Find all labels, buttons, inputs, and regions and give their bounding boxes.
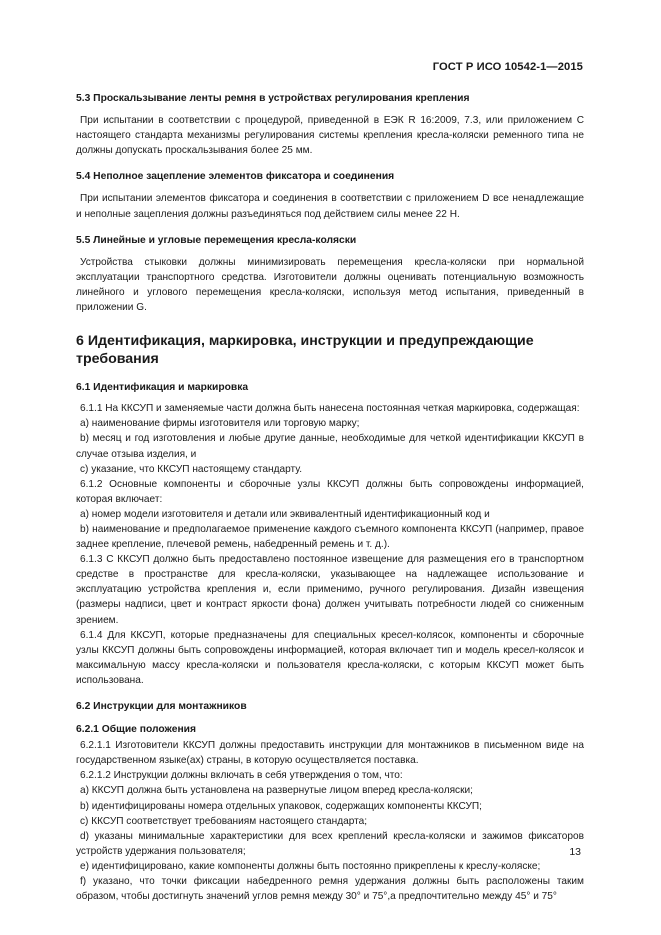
paragraph-5-5: Устройства стыковки должны минимизировать перемещения кресла-коляски при нормальной эксплуатации транспортного средства. Изготовители должны оценивать потенциальную возможность линейного и углового перемещения кресла-коляски, используя метод испытания, приведенный в приложении G.: [76, 256, 584, 314]
list-item: b) месяц и год изготовления и любые другие данные, необходимые для четкой идентификации ККСУП в случае отзыва изделия, и: [76, 433, 584, 460]
document-header-id: ГОСТ Р ИСО 10542-1—2015: [432, 61, 583, 73]
heading-5-3: 5.3 Проскальзывание ленты ремня в устройствах регулирования крепления: [76, 93, 470, 104]
list-item: 6.1.3 С ККСУП должно быть предоставлено постоянное извещение для размещения его в транспортном средстве в пространстве для кресла-коляски, указывающее на надлежащее использование и эксплуатацию устройства крепления и, если применимо, ручного регулирования. Дизайн извещения (размеры надписи, цвет и контраст яркости фона) должен учитывать потребности людей со сниженным зрением.: [76, 554, 584, 626]
page-number: 13: [569, 846, 581, 858]
list-item: 6.1.1 На ККСУП и заменяемые части должна быть нанесена постоянная четкая маркировка, содержащая:: [80, 403, 580, 415]
list-item: 6.1.2 Основные компоненты и сборочные узлы ККСУП должны быть сопровождены информацией, которая включает:: [76, 478, 584, 505]
heading-5-4: 5.4 Неполное зацепление элементов фиксатора и соединения: [76, 171, 395, 183]
list-item: f) указано, что точки фиксации набедренного ремня удержания должны быть расположены таким образом, чтобы достигнуть значений углов ремня между 30° и 75°,а предпочтительно между 45° и 75°: [76, 876, 584, 903]
heading-5-5: 5.5 Линейные и угловые перемещения кресла-коляски: [76, 234, 357, 246]
list-item: b) идентифицированы номера отдельных упаковок, содержащих компоненты ККСУП;: [80, 800, 482, 812]
heading-6: [76, 332, 584, 368]
list-item: 6.2.1.1 Изготовители ККСУП должны предоставить инструкции для монтажников в письменном виде на государственном языке(ах) страны, в которую осуществляется поставка.: [76, 740, 584, 767]
list-item: 6.1.4 Для ККСУП, которые предназначены для специальных кресел-колясок, компоненты и сборочные узлы ККСУП должны быть сопровождены информацией, которая включает тип и модель кресел-колясок и максимальную массу кресла-коляски и пользователя кресла-коляски, с которым ККСУП может быть использована.: [76, 629, 584, 686]
page-content: [76, 86, 584, 904]
list-item: b) наименование и предполагаемое применение каждого съемного компонента ККСУП (например, правое заднее крепление, плечевой ремень, набедренный ремень и т. д.).: [76, 523, 584, 551]
heading-6-2-1: 6.2.1 Общие положения: [76, 724, 196, 736]
list-item: c) ККСУП соответствует требованиям настоящего стандарта;: [80, 815, 368, 827]
heading-6-line1: 6 Идентификация, маркировка, инструкции и предупреждающие: [76, 333, 534, 350]
section-6-1-body: [76, 401, 584, 688]
heading-6-2: 6.2 Инструкции для монтажников: [76, 701, 247, 712]
list-item: a) номер модели изготовителя и детали или эквивалентный идентификационный код и: [80, 508, 490, 520]
list-item: a) наименование фирмы изготовителя или торговую марку;: [80, 418, 360, 430]
paragraph-5-4: При испытании элементов фиксатора и соединения в соответствии с приложением D все ненадлежащие и неполные зацепления должны разъединяться под действием силы менее 22 Н.: [76, 193, 584, 220]
list-item: 6.2.1.2 Инструкции должны включать в себя утверждения о том, что:: [80, 770, 403, 782]
section-6-2-body: [76, 738, 584, 904]
paragraph-5-3: При испытании в соответствии с процедурой, приведенной в ЕЭК R 16:2009, 7.3, или приложением С настоящего стандарта механизмы регулирования системы крепления кресла-коляски ременного типа не должны допускать проскальзывания более 25 мм.: [76, 115, 584, 157]
list-item: e) идентифицировано, какие компоненты должны быть постоянно прикреплены к креслу-коляске;: [80, 860, 541, 872]
heading-6-1: 6.1 Идентификация и маркировка: [76, 382, 249, 394]
list-item: c) указание, что ККСУП настоящему стандарту.: [80, 463, 303, 475]
heading-6-line2: требования: [76, 351, 159, 368]
list-item: d) указаны минимальные характеристики для всех креплений кресла-коляски и зажимов фиксаторов устройств удержания пользователя;: [76, 830, 584, 857]
list-item: a) ККСУП должна быть установлена на развернутые лицом вперед кресла-коляски;: [80, 785, 473, 797]
